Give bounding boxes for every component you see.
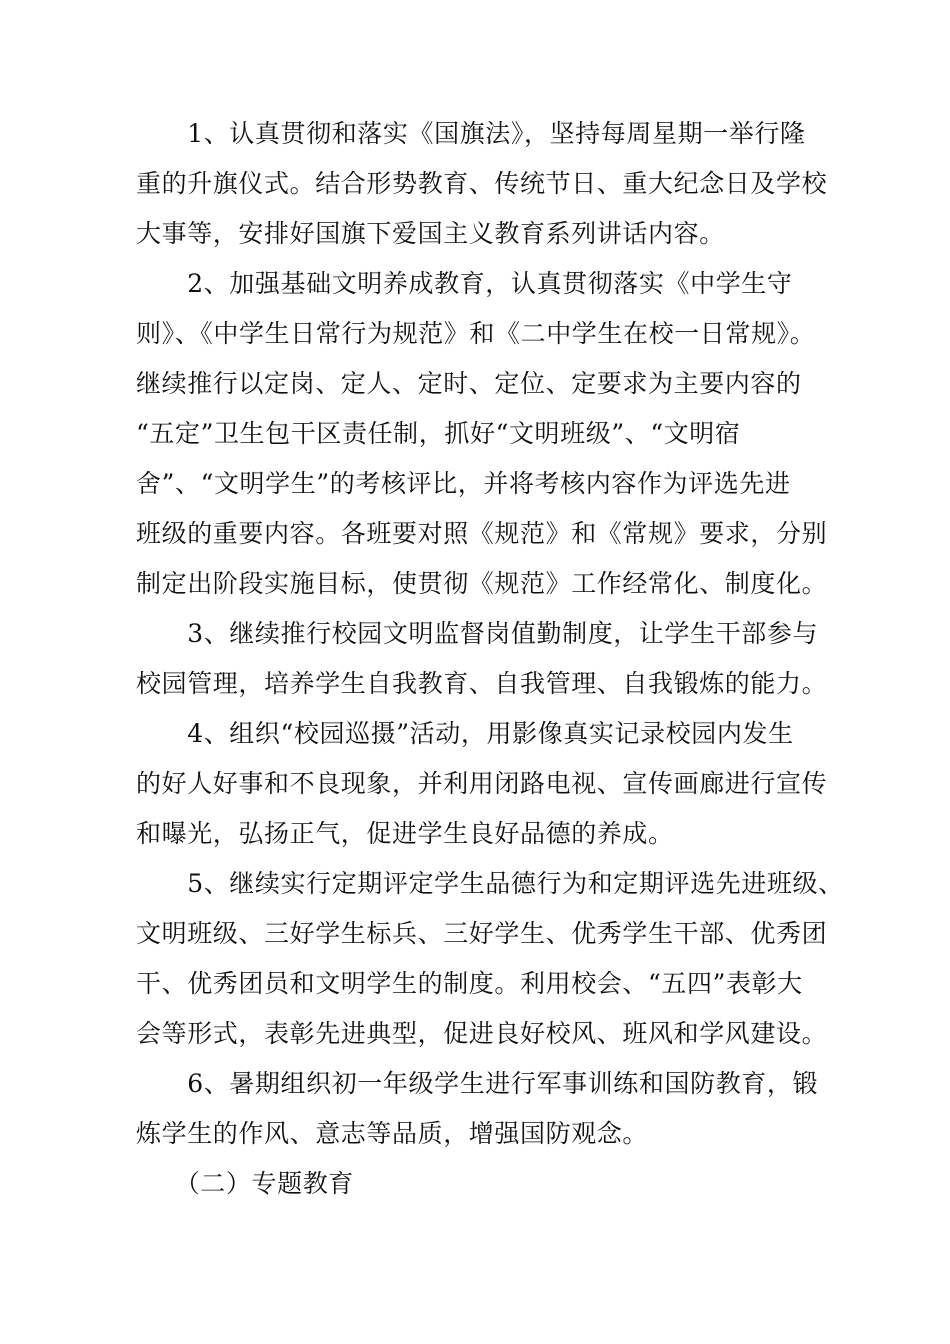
- text-line: 重的升旗仪式。结合形势教育、传统节日、重大纪念日及学校: [136, 169, 828, 198]
- text-line: 6、暑期组织初一年级学生进行军事训练和国防教育，锻: [136, 1069, 819, 1098]
- section-heading: （二）专题教育: [136, 1169, 354, 1198]
- text-line: 干、优秀团员和文明学生的制度。利用校会、“五四”表彰大: [136, 969, 803, 998]
- text-line: 制定出阶段实施目标，使贯彻《规范》工作经常化、制度化。: [136, 569, 828, 598]
- text-line: 3、继续推行校园文明监督岗值勤制度，让学生干部参与: [136, 619, 819, 648]
- text-line: 校园管理，培养学生自我教育、自我管理、自我锻炼的能力。: [136, 669, 828, 698]
- text-line: 4、组织“校园巡摄”活动，用影像真实记录校园内发生: [136, 719, 794, 748]
- text-line: 继续推行以定岗、定人、定时、定位、定要求为主要内容的: [136, 369, 802, 398]
- text-line: 2、加强基础文明养成教育，认真贯彻落实《中学生守: [136, 269, 793, 298]
- text-line: 则》、《中学生日常行为规范》和《二中学生在校一日常规》。: [136, 319, 816, 348]
- text-line: 文明班级、三好学生标兵、三好学生、优秀学生干部、优秀团: [136, 919, 828, 948]
- text-line: 大事等，安排好国旗下爱国主义教育系列讲话内容。: [136, 219, 725, 248]
- text-line: “五定”卫生包干区责任制，抓好“文明班级”、“文明宿: [136, 419, 741, 448]
- text-line: 1、认真贯彻和落实《国旗法》，坚持每周星期一举行隆: [136, 119, 806, 148]
- text-line: 班级的重要内容。各班要对照《规范》和《常规》要求，分别: [136, 519, 828, 548]
- text-line: 炼学生的作风、意志等品质，增强国防观念。: [136, 1119, 649, 1148]
- text-line: 5、继续实行定期评定学生品德行为和定期评选先进班级、: [136, 869, 844, 898]
- text-line: 舍”、“文明学生”的考核评比，并将考核内容作为评选先进: [136, 469, 791, 498]
- text-line: 会等形式，表彰先进典型，促进良好校风、班风和学风建设。: [136, 1019, 828, 1048]
- text-line: 的好人好事和不良现象，并利用闭路电视、宣传画廊进行宣传: [136, 769, 828, 798]
- text-line: 和曝光，弘扬正气，促进学生良好品德的养成。: [136, 819, 674, 848]
